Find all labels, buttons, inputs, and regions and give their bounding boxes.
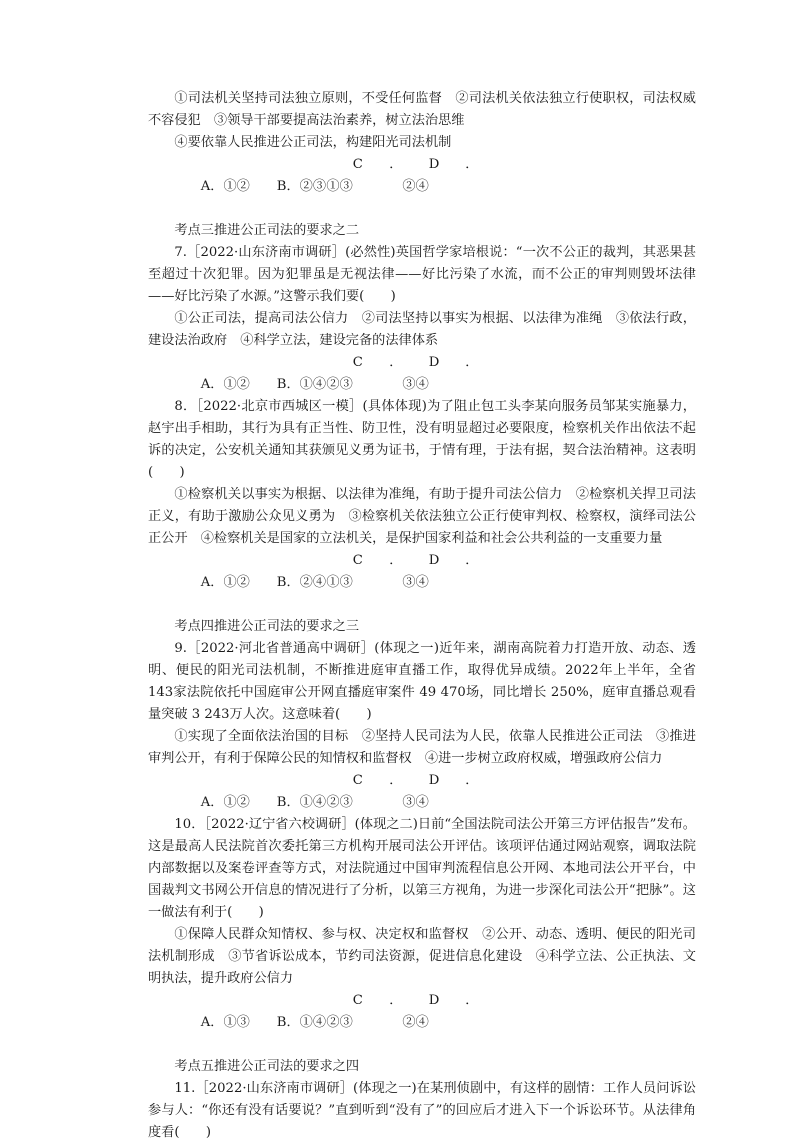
options-q9 [148, 770, 696, 814]
question-8-stem: 8．［2022·北京市西城区一模］(具体体现)为了阻止包工头李某向服务员邹某实施暴力，赵宇出手相助，其行为具有正当性、防卫性，没有明显超过必要限度，检察机关作出依法不起诉的决定，公安机关通知其获颁见义勇为证书，于情有理，于法有据，契合法治精神。这表明( ) [148, 399, 696, 480]
document-content [148, 88, 696, 1144]
choices-q6: ①司法机关坚持司法独立原则，不受任何监督 ②司法机关依法独立行使职权，司法权威不容侵犯 ③领导干部要提高法治素养，树立法治思维 [148, 91, 696, 128]
option-d: D．②④ [402, 993, 479, 1030]
option-a: A．①② [200, 795, 250, 810]
option-c: C．②③ [326, 773, 403, 810]
option-a: A．①② [200, 575, 250, 590]
option-d: D．③④ [402, 553, 479, 590]
section-3 [148, 220, 696, 594]
question-9-stem: 9.［2022·河北省普通高中调研］(体现之一)近年来，湖南高院着力打造开放、动态、透明、便民的阳光司法机制，不断推进庭审直播工作，取得优异成绩。2022年上半年，全省 143家法院依托中国庭审公开网直播庭审案件 49 470场，同比增长 250%，庭审直播总观看量突破 3 243万人次。这意味着( ) [148, 641, 696, 722]
option-d: D．③④ [402, 773, 479, 810]
question-9-choices: ①实现了全面依法治国的目标 ②坚持人民司法为人民，依靠人民推进公正司法 ③推进审判公开，有利于保障公民的知情权和监督权 ④进一步树立政府权威，增强政府公信力 [148, 729, 696, 766]
option-b: B．②③ [276, 179, 327, 194]
option-b: B．①④ [276, 795, 327, 810]
option-a: A．①② [200, 377, 250, 392]
choice-q6-4: ④要依靠人民推进公正司法，构建阳光司法机制 [174, 135, 452, 150]
question-6-tail [148, 88, 696, 198]
option-c: C．①③ [326, 157, 403, 194]
question-7-choices: ①公正司法，提高司法公信力 ②司法坚持以事实为根据、以法律为准绳 ③依法行政，建设法治政府 ④科学立法，建设完备的法律体系 [148, 311, 696, 348]
options-q10 [148, 990, 696, 1034]
options-q7 [148, 352, 696, 396]
option-c: C．②③ [326, 993, 403, 1030]
question-11-stem: 11.［2022·山东济南市调研］(体现之一)在某刑侦剧中，有这样的剧情：工作人员问诉讼参与人：“你还有没有话要说？”直到听到“没有了”的回应后才进入下一个诉讼环节。从法律角度看( ) [148, 1081, 696, 1140]
question-10-stem: 10．［2022·辽宁省六校调研］(体现之二)日前“全国法院司法公开第三方评估报告”发布。这是最高人民法院首次委托第三方机构开展司法公开评估。该项评估通过网站观察，调取法院内部数据以及案卷评查等方式，对法院通过中国审判流程信息公开网、本地司法公开平台，中国裁判文书网公开信息的情况进行了分析，以第三方视角，为进一步深化司法公开“把脉”。这一做法有利于( ) [148, 817, 696, 920]
options-q6 [148, 154, 696, 198]
option-d: D．②④ [402, 157, 479, 194]
option-b: B．②④ [276, 575, 327, 590]
question-10-choices: ①保障人民群众知情权、参与权、决定权和监督权 ②公开、动态、透明、便民的阳光司法机制形成 ③节省诉讼成本，节约司法资源，促进信息化建设 ④科学立法、公正执法、文明执法，提升政府公信力 [148, 927, 696, 986]
option-d: D．③④ [402, 355, 479, 392]
section-4 [148, 616, 696, 1034]
options-q8 [148, 550, 696, 594]
section-title: 考点三推进公正司法的要求之二 [174, 223, 360, 238]
option-c: C．②③ [326, 355, 403, 392]
section-title: 考点五推进公正司法的要求之四 [174, 1059, 360, 1074]
question-8-choices: ①检察机关以事实为根据、以法律为准绳，有助于提升司法公信力 ②检察机关捍卫司法正义，有助于激励公众见义勇为 ③检察机关依法独立公正行使审判权、检察权，演绎司法公正公开 ④检察机关是国家的立法机关，是保护国家利益和社会公共利益的一支重要力量 [148, 487, 696, 546]
section-5 [148, 1056, 696, 1144]
option-a: A．①② [200, 179, 250, 194]
question-7-stem: 7.［2022·山东济南市调研］(必然性)英国哲学家培根说：“一次不公正的裁判，其恶果甚至超过十次犯罪。因为犯罪虽是无视法律——好比污染了水流，而不公正的审判则毁坏法律——好比污染了水源。”这警示我们要( ) [148, 245, 696, 304]
section-title: 考点四推进公正司法的要求之三 [174, 619, 360, 634]
option-b: B．①④ [276, 377, 327, 392]
option-a: A．①③ [200, 1015, 250, 1030]
option-c: C．①③ [326, 553, 403, 590]
option-b: B．①④ [276, 1015, 327, 1030]
